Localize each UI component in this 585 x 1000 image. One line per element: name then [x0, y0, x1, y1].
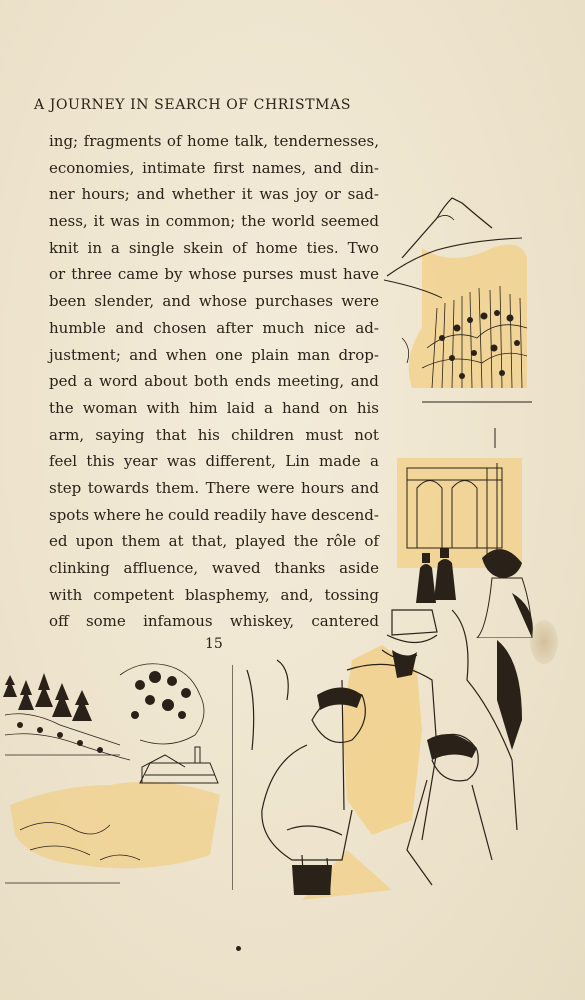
text-line: spots where he could readily have descend- [49, 505, 379, 524]
text-line: clinking affluence, waved thanks aside [49, 559, 379, 577]
text-line: step towards them. There were hours and [49, 478, 379, 497]
text-line: the woman with him laid a hand on his [49, 398, 379, 417]
text-line: arm, saying that his children must not [49, 425, 379, 444]
text-line: or three came by whose purses must have [49, 265, 379, 284]
text-line: humble and chosen after much nice ad- [49, 318, 379, 337]
body-text [49, 128, 379, 635]
boys-group-illustration [232, 600, 532, 900]
paper-stain [530, 620, 558, 664]
text-line: with competent blasphemy, and, tossing [49, 585, 379, 604]
cabin-landscape-illustration [0, 655, 230, 885]
text-line: knit in a single skein of home ties. Two [49, 238, 379, 257]
text-line: economies, intimate first names, and din- [49, 158, 379, 177]
text-line: ness, it was in common; the world seemed [49, 212, 379, 231]
text-line: ed upon them at that, played the rôle of [49, 532, 379, 551]
running-head: A JOURNEY IN SEARCH OF CHRISTMAS [34, 97, 352, 113]
bottom-ornament-dot [236, 946, 241, 951]
text-line: feel this year was different, Lin made a [49, 452, 379, 471]
text-line: justment; and when one plain man drop- [49, 345, 379, 364]
page-number: 15 [205, 636, 223, 652]
text-line: off some infamous whiskey, cantered [49, 612, 379, 631]
text-line: been slender, and whose purchases were [49, 292, 379, 311]
mountain-illustration [382, 188, 532, 408]
text-line: ner hours; and whether it was joy or sad- [49, 185, 379, 204]
text-line: ing; fragments of home talk, tendernesses, [49, 132, 379, 150]
text-line: ped a word about both ends meeting, and [49, 372, 379, 391]
